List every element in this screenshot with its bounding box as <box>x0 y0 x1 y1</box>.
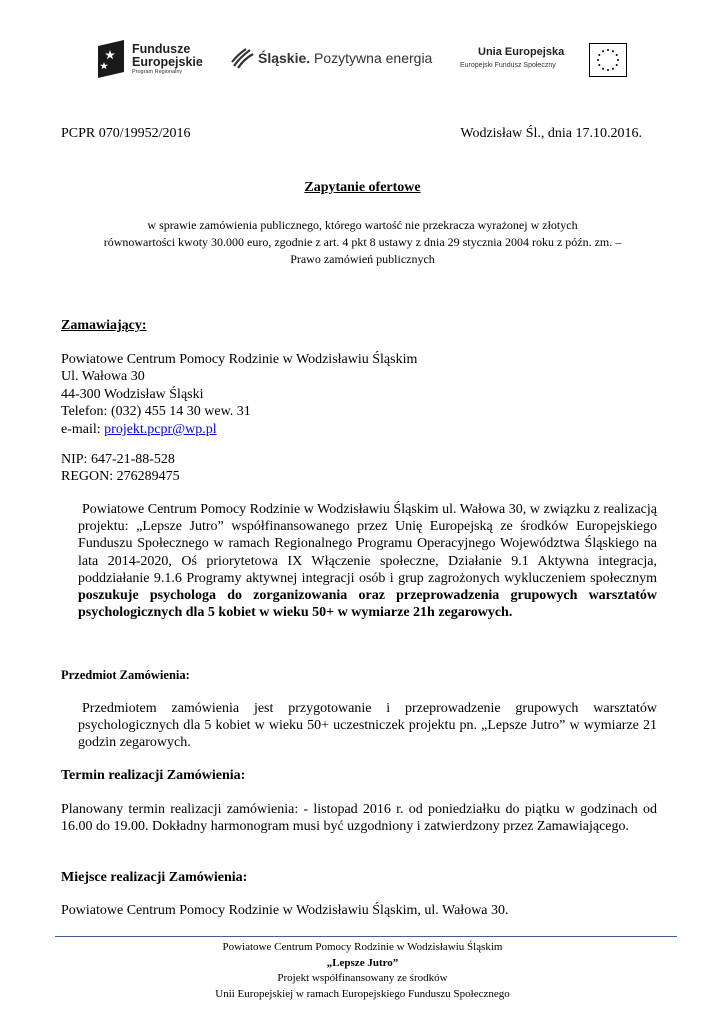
orderer-phone: Telefon: (032) 455 14 30 wew. 31 <box>61 404 251 420</box>
place-date: Wodzisław Śl., dnia 17.10.2016. <box>460 126 642 141</box>
slaskie-tagline: Pozytywna energia <box>314 50 433 66</box>
slaskie-text <box>258 50 432 66</box>
orderer-name: Powiatowe Centrum Pomocy Rodzinie w Wodzisławiu Śląskim <box>61 352 418 367</box>
subject-heading: Przedmiot Zamówienia: <box>61 668 190 682</box>
intro-bold: poszukuje psychologa do zorganizowania oraz przeprowadzenia grupowych warsztatów psychologicznych dla 5 kobiet w wieku 50+ w wymiarze 21h zegarowych. <box>78 588 657 621</box>
fundusze-europejskie-logo-icon <box>96 38 130 80</box>
ue-title: Unia Europejska <box>478 46 565 58</box>
orderer-heading: Zamawiający: <box>61 318 147 333</box>
footer-line2: „Lepsze Jutro” <box>326 956 399 969</box>
footer-line1: Powiatowe Centrum Pomocy Rodzinie w Wodzisławiu Śląskim <box>222 941 503 953</box>
email-label: e-mail: <box>61 421 101 437</box>
subtitle-line3: Prawo zamówień publicznych <box>290 252 435 266</box>
fe-title-line2: Europejskie <box>132 55 203 69</box>
slaskie-logo-icon <box>230 46 256 72</box>
orderer-street: Ul. Wałowa 30 <box>61 369 145 385</box>
ue-subtitle: Europejski Fundusz Społeczny <box>460 62 556 69</box>
orderer-email-line <box>61 421 417 438</box>
reference-number: PCPR 070/19952/2016 <box>61 126 191 141</box>
fe-subtitle: Program Regionalny <box>132 69 183 75</box>
term-paragraph: Planowany termin realizacji zamówienia: - listopad 2016 r. od poniedziałku do piątku w godzinach od 16.00 do 19.00. Dokładny harmonogram musi być uzgodniony i zatwierdzony przez Zamawiającego. <box>61 802 657 835</box>
subtitle-line1: w sprawie zamówienia publicznego, którego wartość nie przekracza wyrażonej w złotych <box>147 218 578 232</box>
orderer-city: 44-300 Wodzisław Śląski <box>61 386 204 402</box>
place-heading: Miejsce realizacji Zamówienia: <box>61 870 248 885</box>
footer-line3: Projekt współfinansowany ze środków <box>277 972 448 985</box>
email-link[interactable]: projekt.pcpr@wp.pl <box>104 421 217 437</box>
subject-paragraph: Przedmiotem zamówienia jest przygotowanie i przeprowadzenie grupowych warsztatów psychologicznych dla 5 kobiet w wieku 50+ uczestniczek projektu pn. „Lepsze Jutro” w wymiarze 21 godzin zegarowych. <box>78 701 657 751</box>
footer-line4: Unii Europejskiej w ramach Europejskiego Funduszu Społecznego <box>215 987 510 1000</box>
orderer-address <box>61 351 417 438</box>
regon: REGON: 276289475 <box>61 469 180 485</box>
orderer-ids <box>61 451 180 486</box>
intro-paragraph <box>78 501 657 621</box>
document-subtitle <box>60 217 665 268</box>
header-logos <box>0 0 725 90</box>
term-heading: Termin realizacji Zamówienia: <box>61 768 246 783</box>
intro-text: Powiatowe Centrum Pomocy Rodzinie w Wodzisławiu Śląskim ul. Wałowa 30, w związku z realizacją projektu: „Lepsze Jutro” współfinansowanego przez Unię Europejską ze środków Europejskiego Funduszu Społecznego w ramach Regionalnego Programu Operacyjnego Województwa Śląskiego na lata 2014-2020, Oś priorytetowa IX Włączenie społeczne, Działanie 9.1 Aktywna integracja, poddziałanie 9.1.6 Programy aktywnej integracji osób i grup zagrożonych wykluczeniem społecznym <box>78 502 657 586</box>
document-title: Zapytanie ofertowe <box>304 180 421 195</box>
subtitle-line2: równowartości kwoty 30.000 euro, zgodnie z art. 4 pkt 8 ustawy z dnia 29 stycznia 2004 roku z późn. zm. – <box>103 235 622 249</box>
nip: NIP: 647-21-88-528 <box>61 452 175 467</box>
eu-flag-icon <box>589 43 627 77</box>
footer-divider <box>55 936 677 937</box>
slaskie-name: Śląskie. <box>258 50 311 66</box>
fe-title-line1: Fundusze <box>132 42 191 56</box>
place-paragraph: Powiatowe Centrum Pomocy Rodzinie w Wodzisławiu Śląskim, ul. Wałowa 30. <box>61 903 509 918</box>
fe-title <box>132 43 203 69</box>
page-footer <box>0 940 725 1002</box>
